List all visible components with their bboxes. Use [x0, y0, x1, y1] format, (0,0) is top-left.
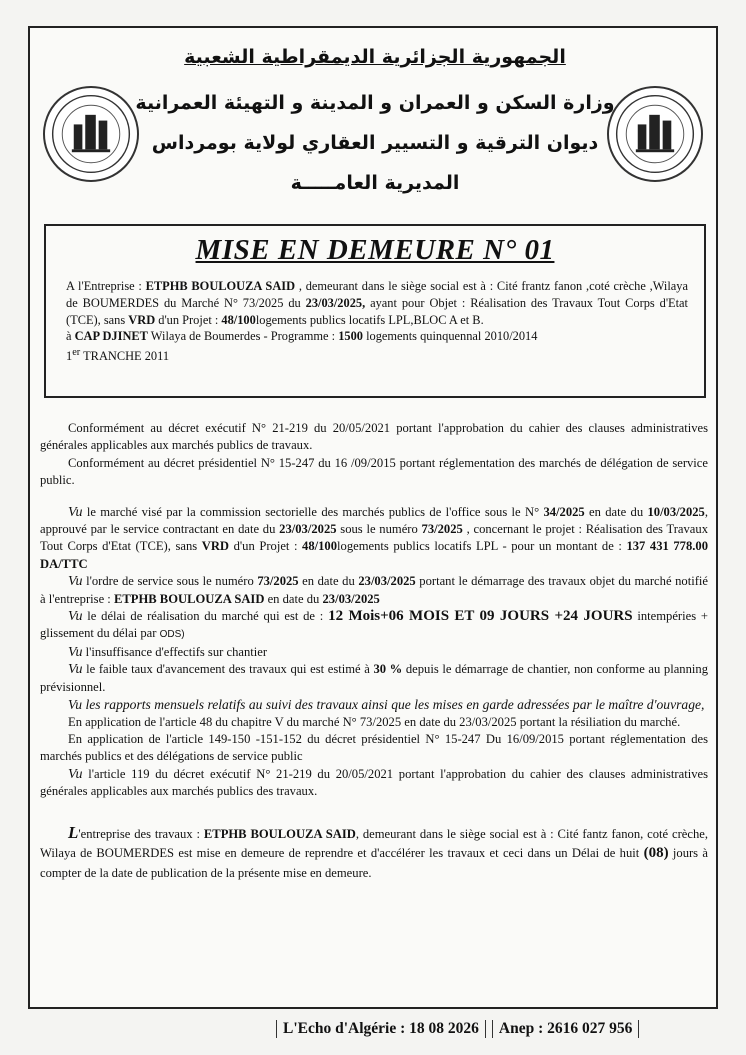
paragraph-decree-2: Conformément au décret présidentiel N° 15-247 du 16 /09/2015 portant réglementation des marchés de délégation de service public.	[40, 455, 708, 488]
paragraph-decree-1: Conformément au décret exécutif N° 21-219 du 20/05/2021 portant l'approbation du cahier des clauses administratives générales applicables aux marchés publics de travaux.	[40, 421, 708, 453]
contract-amount: 137 431 778.00 DA/TTC	[40, 539, 708, 571]
notice-frame	[28, 26, 718, 1009]
paragraph-article-48: En application de l'article 48 du chapitre V du marché N° 73/2025 en date du 23/03/2025 portant la résiliation du marché.	[68, 714, 681, 729]
company-name: ETPHB BOULOUZA SAID	[145, 279, 296, 293]
paragraph-vu-reports: Vu les rapports mensuels relatifs au suivi des travaux ainsi que les mises en garde adressées par le maître d'ouvrage,	[68, 697, 705, 713]
paragraph-vu-delay: Vu le délai de réalisation du marché qui est de : 12 Mois+06 MOIS ET 09 JOURS +24 JOURS intempéries + glissement du délai par ODS)	[40, 608, 708, 641]
paragraph-vu-staff: Vu l'insuffisance d'effectifs sur chantier	[68, 644, 268, 660]
paragraph-vu-progress: Vu le faible taux d'avancement des travaux qui est estimé à 30 % depuis le démarrage de chantier, non conforme au planning prévisionnel.	[40, 662, 708, 694]
direction-header: المديرية العامـــــة	[290, 172, 460, 194]
publication-footer	[270, 1020, 740, 1038]
notice-box	[44, 224, 706, 398]
paragraph-vu-article-119: Vu l'article 119 du décret exécutif N° 21-219 du 20/05/2021 portant l'approbation du cahier des clauses administratives générales applicables aux marchés publics des travaux.	[40, 766, 708, 799]
delay-value: 12 Mois+06 MOIS ET 09 JOURS +24 JOURS	[328, 608, 633, 625]
ministry-header: وزارة السكن و العمران و المدينة و التهيئة العمرانية	[135, 92, 615, 114]
notice-body	[30, 420, 720, 883]
anep-number: Anep : 2616 027 956	[498, 1020, 633, 1037]
notice-title: MISE EN DEMEURE N° 01	[195, 234, 555, 266]
paragraph-vu-market: Vu le marché visé par la commission sectorielle des marchés publics de l'office sous le N° 34/2025 en date du 10/03/2025, approuvé par le service contractant en date du 23/03/2025 sous le numéro 73/2025 , concernant le projet : Réalisation des Travaux Tout Corps d'Etat (TCE), sans VRD d'un Projet : 48/100logements publics locatifs LPL - pour un montant de : 137 431 778.00 DA/TTC	[40, 504, 708, 571]
republic-header: الجمهورية الجزائرية الديمقراطية الشعبية	[184, 46, 566, 68]
office-header: ديوان الترقية و التسيير العقاري لولاية بومرداس	[151, 132, 599, 154]
paragraph-vu-order: Vu l'ordre de service sous le numéro 73/2025 en date du 23/03/2025 portant le démarrage des travaux objet du marché notifié à l'entreprise : ETPHB BOULOUZA SAID en date du 23/03/2025	[40, 574, 708, 606]
notice-summary: A l'Entreprise : ETPHB BOULOUZA SAID , demeurant dans le siège social est à : Cité frantz fanon ,coté crèche ,Wilaya de BOUMERDES du Marché N° 73/2025 du 23/03/2025, ayant pour Objet : Réalisation des Travaux Tout Corps d'Etat (TCE), sans VRD d'un Projet : 48/100logements publics locatifs LPL,BLOC A et B. à CAP DJINET Wilaya de Boumerdes - Programme : 1500 logements quinquennal 2010/2014 1er TRANCHE 2011	[66, 279, 689, 364]
newspaper-date: L'Echo d'Algérie : 18 08 2026	[283, 1020, 479, 1037]
paragraph-final-notice: L'entreprise des travaux : ETPHB BOULOUZA SAID, demeurant dans le siège social est à : Cité fantz fanon, coté crèche, Wilaya de BOUMERDES est mise en demeure de reprendre et d'accélérer les travaux et ceci dans un Délai de huit (08) jours à compter de la date de publication de la présente mise en demeure.	[40, 822, 709, 880]
paragraph-article-149: En application de l'article 149-150 -151-152 du décret présidentiel N° 15-247 Du 16/09/2015 portant réglementation des marchés publics et des délégations de service public	[40, 731, 708, 764]
